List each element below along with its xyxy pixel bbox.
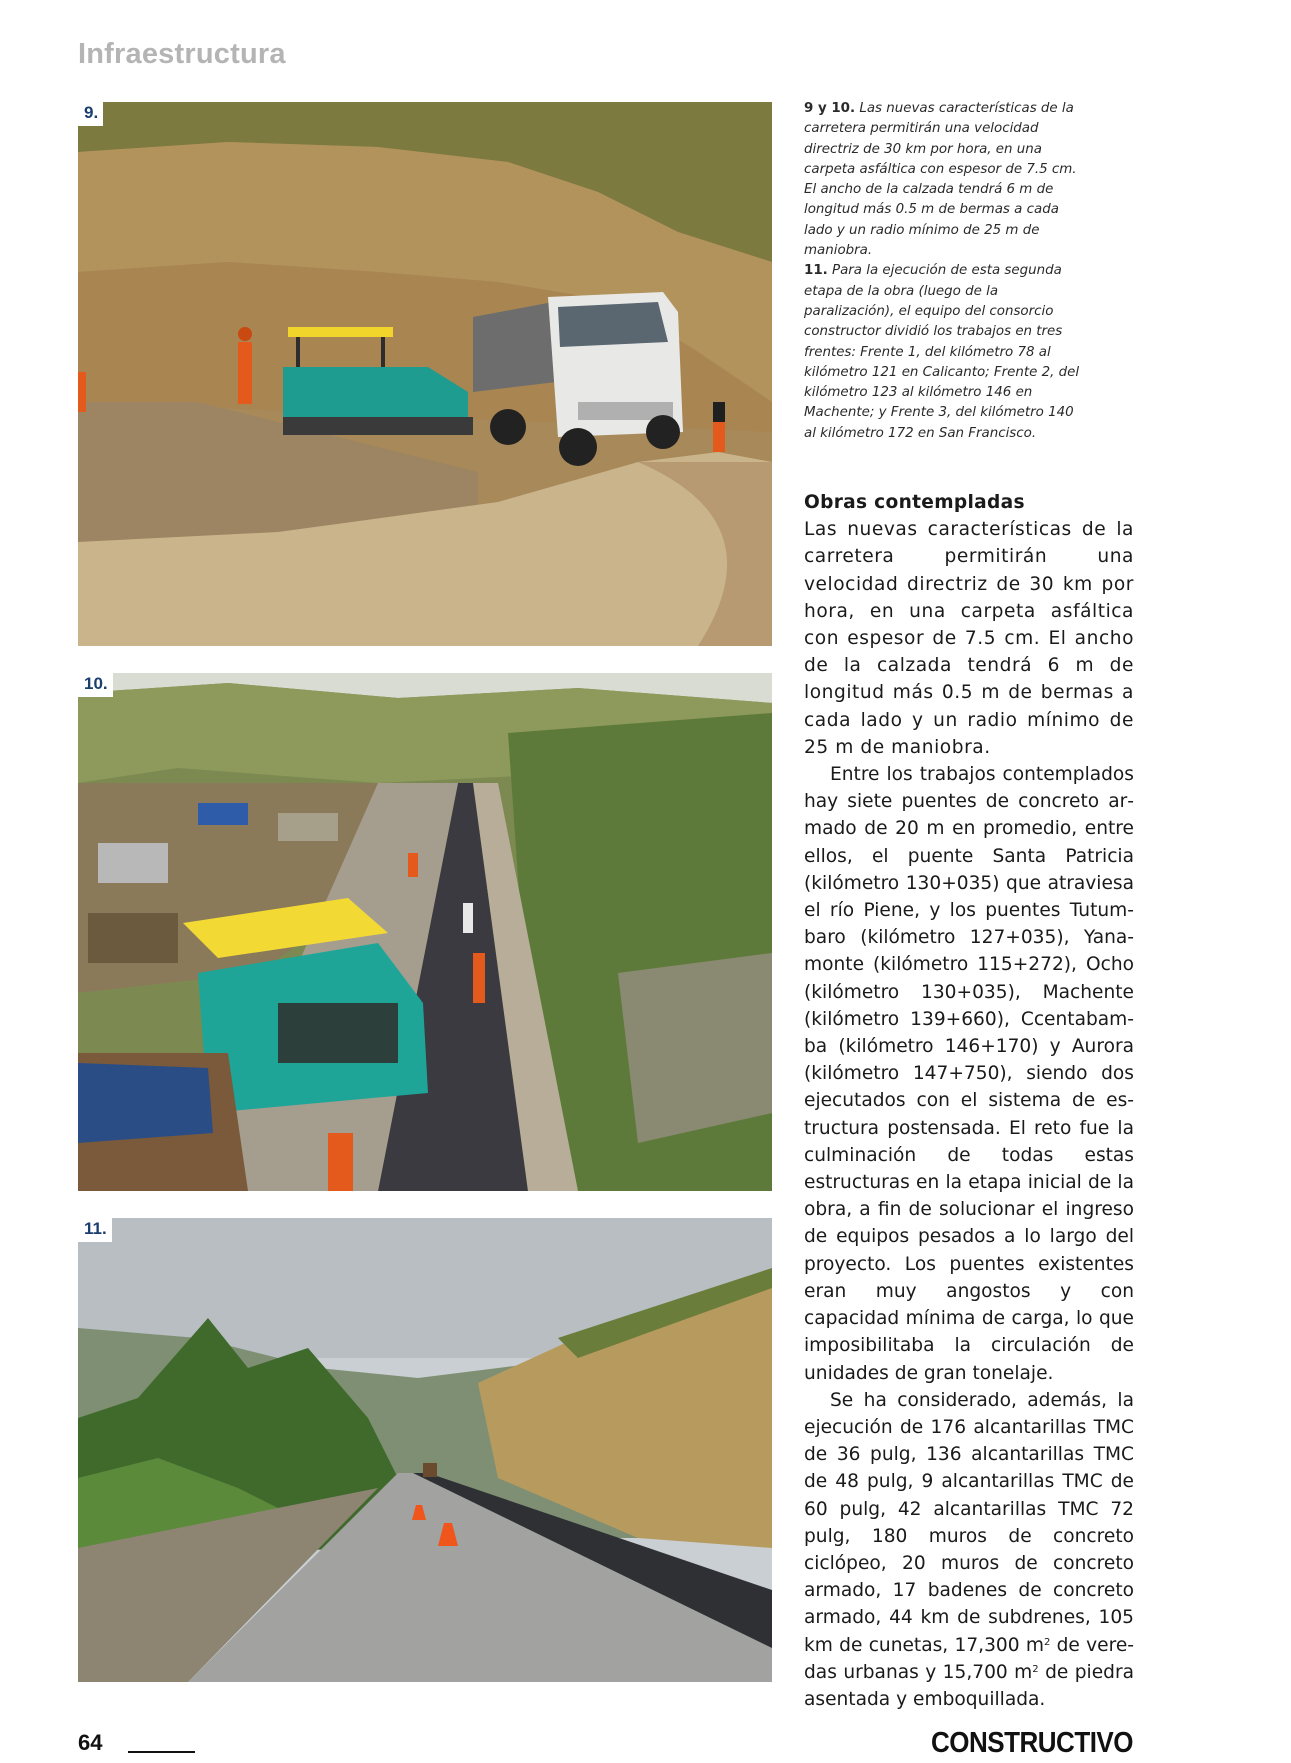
article-paragraph: Entre los trabajos contemplados hay siete puentes de concreto armado de 20 m en promedio, entre ellos, el puente Santa Patricia (kilómetro 130+035) que atraviesa el río Piene, y los puentes Tutumbaro (kilómetro 127+035), Yanamonte (kilómetro 115+272), Ocho (kilómetro 130+035), Machente (kilómetro 139+660), Ccentabamba (kilómetro 146+170) y Aurora (kilómetro 147+750), siendo dos ejecutados con el sistema de estructura postensada. El reto fue la culminación de todas estas estructuras en la etapa inicial de la obra, a fin de solucionar el ingreso de equipos pesados a lo largo del proyecto. Los puentes existentes eran muy angostos y con capacidad mínima de carga, lo que imposibilitaba la circulación de unidades de gran tonelaje. [804,764,1134,1384]
superscript: 2 [1032,1663,1039,1675]
photo-captions [804,99,1086,444]
paragraph-text: de veredas urbanas y 15,700 m [804,1634,1134,1683]
caption-11 [804,261,1086,444]
footer-rule [128,1751,195,1753]
section-header: Infraestructura [78,38,286,70]
caption-9-10 [804,99,1086,261]
photo-9-paver-truck [78,102,772,646]
article-heading: Obras contempladas [804,492,1025,513]
figure-label-9: 9. [78,102,103,126]
page-number: 64 [78,1730,103,1755]
article-body [804,489,1134,1713]
caption-number: 11. [804,263,828,279]
photo-9-illustration [78,102,772,646]
caption-number: 9 y 10. [804,101,856,116]
photo-11-new-road [78,1218,772,1682]
caption-text: Las nuevas características de la carretera permitirán una velocidad directriz de 30 km por hora, en una carpeta asfáltica con espesor de 7.5 cm. El ancho de la calzada tendrá 6 m de longitud más 0.5 m de bermas a cada lado y un radio mínimo de 25 m de maniobra. [804,101,1077,259]
photo-10-illustration [78,673,772,1191]
paragraph-text: de piedra asentada y emboquillada. [804,1661,1135,1710]
magazine-logo: CONSTRUCTIVO [931,1725,1133,1759]
caption-text: Para la ejecución de esta segunda etapa de la obra (luego de la paralización), el equipo del consorcio constructor dividió los trabajos en tres frentes: Frente 1, del kilómetro 78 al kilómetro 121 en Calicanto; Frente 2, del kilómetro 123 al kilómetro 146 en Machente; y Frente 3, del kilómetro 140 al kilómetro 172 en San Francisco. [804,263,1080,441]
superscript: 2 [1043,1636,1051,1648]
paragraph-text: Se ha considerado, además, la ejecución de 176 alcantarillas TMC de 36 pulg, 136 alcantarillas TMC de 48 pulg, 9 alcantarillas TMC de 60 pulg, 42 alcantarillas TMC 72 pulg, 180 muros de concreto ciclópeo, 20 muros de concreto armado, 17 badenes de concreto armado, 44 km de subdrenes, 105 km de cunetas, 17,300 m [804,1389,1134,1656]
photo-10-paver-town [78,673,772,1191]
photo-11-illustration [78,1218,772,1682]
article-paragraph [804,1387,1134,1713]
figure-label-11: 11. [78,1218,112,1242]
figure-label-10: 10. [78,673,113,697]
article-paragraph: Las nuevas características de la carretera permitirán una velocidad directriz de 30 km por hora, en una carpeta asfáltica con espesor de 7.5 cm. El ancho de la calzada tendrá 6 m de longitud más 0.5 m de bermas a cada lado y un radio mínimo de 25 m de maniobra. [804,519,1134,758]
